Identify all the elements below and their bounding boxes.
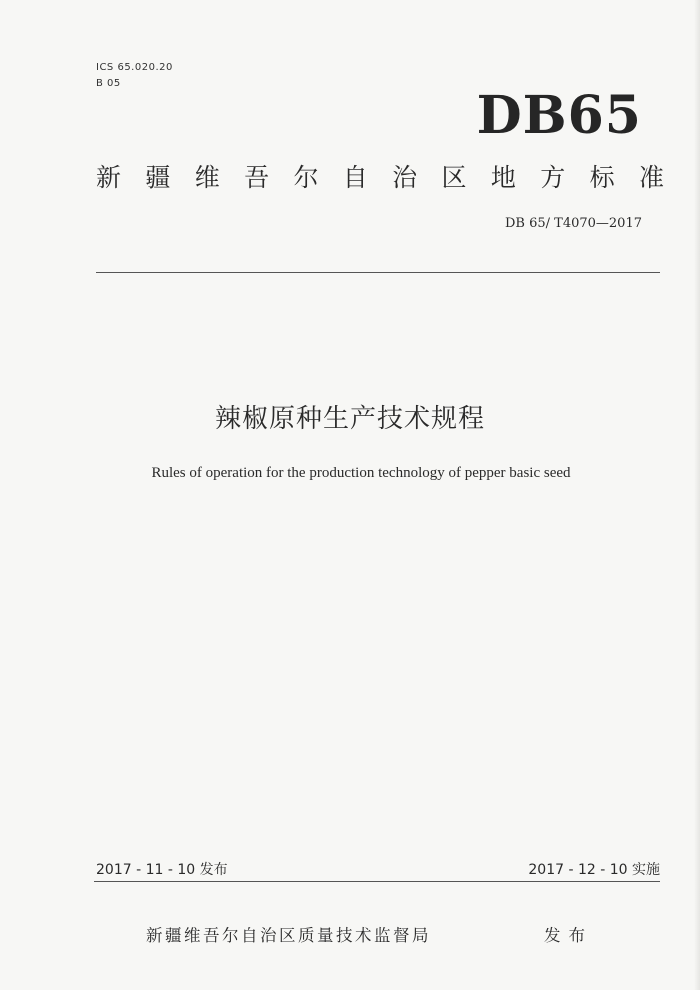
- standard-type-char: 治: [392, 163, 418, 192]
- ics-code: ICS 65.020.20: [96, 62, 173, 73]
- standard-number: DB 65/ T4070—2017: [504, 216, 642, 231]
- standard-type-char: 尔: [293, 163, 319, 192]
- footer-divider: [94, 881, 660, 882]
- implementation-date: 2017 - 12 - 10 实施: [528, 862, 660, 878]
- publisher: 新疆维吾尔自治区质量技术监督局: [146, 926, 431, 945]
- standard-type-char: 地: [490, 163, 516, 192]
- standard-type-char: 准: [638, 163, 664, 192]
- issue-date: 2017 - 11 - 10 发布: [96, 862, 228, 878]
- standard-type-char: 标: [589, 163, 615, 192]
- standard-type-char: 区: [441, 163, 467, 192]
- standard-type-char: 维: [194, 163, 220, 192]
- standard-type-char: 吾: [244, 163, 270, 192]
- standard-type-char: 新: [96, 163, 122, 192]
- db-logo: DB65: [476, 85, 642, 146]
- standard-type-title: [96, 158, 664, 198]
- classification-codes: [96, 60, 173, 92]
- document-title-english: Rules of operation for the production technology of pepper basic seed: [151, 465, 571, 481]
- standard-type-char: 疆: [145, 163, 171, 192]
- document-title-chinese: 辣椒原种生产技术规程: [214, 404, 485, 434]
- page-edge-shadow: [694, 0, 700, 990]
- publish-label: 发布: [544, 926, 593, 945]
- standard-type-char: 方: [540, 163, 566, 192]
- header-divider: [96, 272, 660, 273]
- standard-type-char: 自: [342, 163, 368, 192]
- category-code: B 05: [96, 78, 121, 89]
